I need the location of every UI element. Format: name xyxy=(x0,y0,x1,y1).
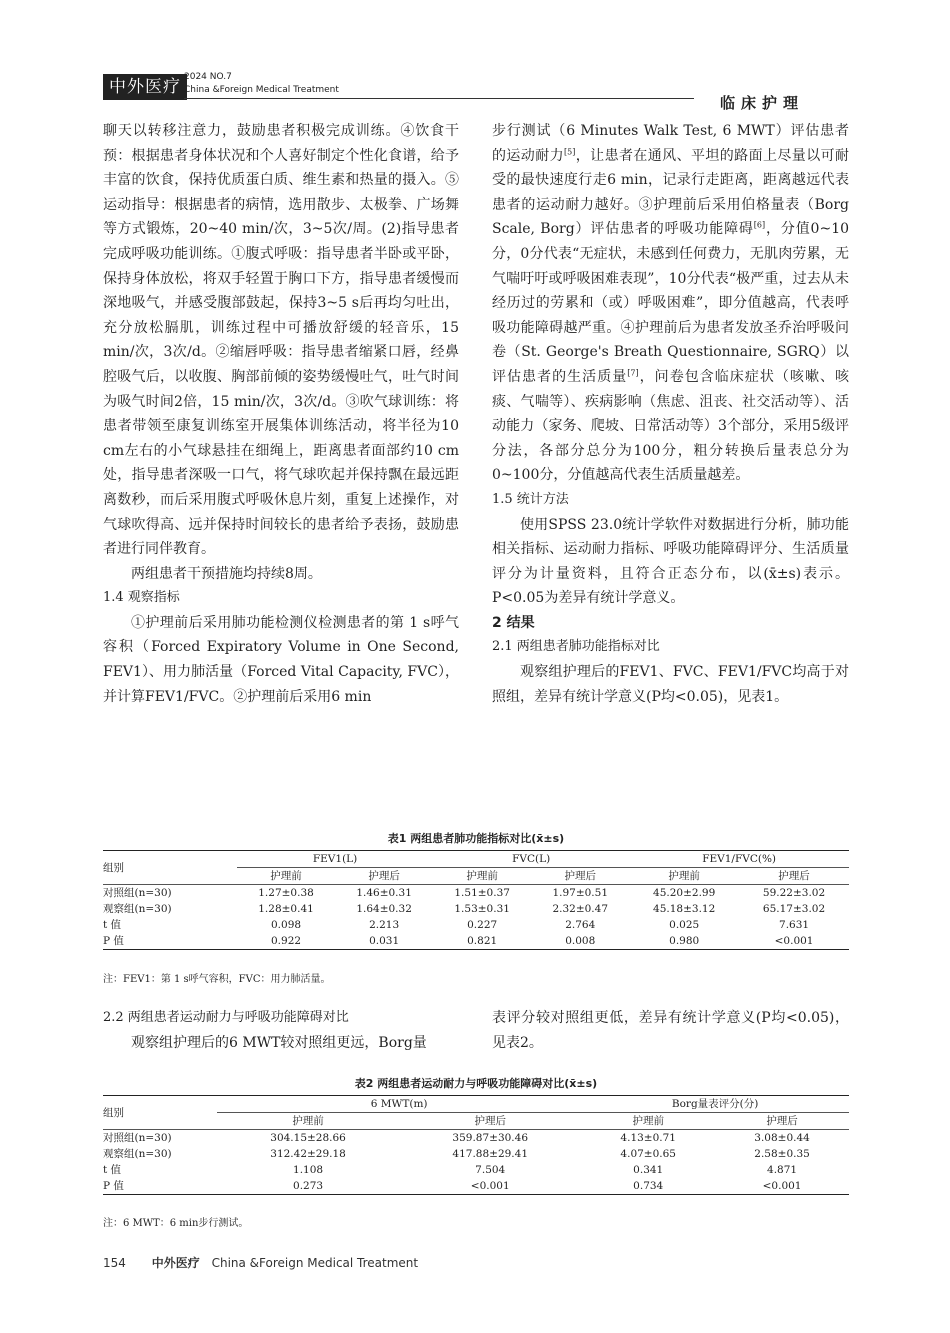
table-cell: 0.008 xyxy=(531,933,629,950)
table-cell: 359.87±30.46 xyxy=(452,1132,529,1144)
text-run: 步行测试（6 Minutes Walk Test, 6 MWT）评估患者的运动耐力 xyxy=(492,123,849,164)
heading-1-4: 1.4 观察指标 xyxy=(103,590,180,606)
table1-sub-header: 护理前 xyxy=(237,868,335,885)
text-run: ，分值0~10分，0分代表“无症状，未感到任何费力，无肌肉劳累，无气喘吁吁或呼吸困难表现”，10分代表“极严重，过去从未经历过的劳累和（或）呼吸困难”，即分值越高，代表呼吸功能障碍越严重。④护理前后为患者发放圣乔治呼吸问卷（St. George's Breath Questionnaire, SGRQ）以评估患者的生活质量 xyxy=(492,221,850,385)
issue-number: 2024 NO.7 xyxy=(184,72,232,82)
heading-2-1: 2.1 两组患者肺功能指标对比 xyxy=(492,639,660,655)
table-cell: 304.15±28.66 xyxy=(270,1132,346,1144)
paragraph-results-2-1: 观察组护理后的FEV1、FVC、FEV1/FVC均高于对照组，差异有统计学意义(P均<0.05)，见表1。 xyxy=(492,664,849,705)
journal-logo: 中外医疗 xyxy=(103,74,187,100)
table-cell: 45.20±2.99 xyxy=(653,887,716,899)
row-label: t 值 xyxy=(103,1164,122,1176)
left-column-bottom xyxy=(103,1006,459,1055)
row-label: t 值 xyxy=(103,919,122,931)
footer-journal-en: China &Foreign Medical Treatment xyxy=(211,1256,419,1270)
table2-col-borg: Borg量表评分(分) xyxy=(581,1096,849,1113)
table-cell: 0.098 xyxy=(271,919,302,931)
table-cell: 0.341 xyxy=(633,1164,664,1176)
table2 xyxy=(103,1095,849,1195)
table-row xyxy=(103,1162,849,1178)
paragraph-statistics: 使用SPSS 23.0统计学软件对数据进行分析，肺功能相关指标、运动耐力指标、呼吸功能障碍评分、生活质量评分为计量资料，且符合正态分布，以(x̄±s)表示。P<0.05为差异有统计学意义。 xyxy=(492,516,849,607)
table-cell: 1.46±0.31 xyxy=(356,887,412,899)
table2-sub-header: 护理后 xyxy=(715,1113,849,1130)
table1-col-fev1: FEV1(L) xyxy=(237,851,433,868)
table-cell: 2.32±0.47 xyxy=(552,903,608,915)
row-label: P 值 xyxy=(103,933,237,950)
table1-group-header: 组别 xyxy=(103,851,237,885)
table-cell: 2.764 xyxy=(565,919,596,931)
table-cell: 7.631 xyxy=(779,919,810,931)
right-column-bottom xyxy=(492,1006,849,1055)
table-cell: 65.17±3.02 xyxy=(762,903,826,915)
paragraph-results-2-2: 观察组护理后的6 MWT较对照组更远，Borg量 xyxy=(131,1034,427,1051)
table1 xyxy=(103,850,849,950)
paragraph-intervention: 聊天以转移注意力，鼓励患者积极完成训练。④饮食干预：根据患者身体状况和个人喜好制定个性化食谱，给予丰富的饮食，保持优质蛋白质、维生素和热量的摄入。⑤运动指导：根据患者的病情，选用散步、太极拳、广场舞等方式锻炼，20~40 min/次，3~5次/周。(2)指导患者完成呼吸功能训练。①腹式呼吸：指导患者半卧或平卧，保持身体放松，将双手轻置于胸口下方，指导患者缓慢而深地吸气，并感受腹部鼓起，保持3~5 s后再均匀吐出，充分放松膈肌，训练过程中可播放舒缓的轻音乐，15 min/次，3次/d。②缩唇呼吸：指导患者缩紧口唇，经鼻腔吸气后，以收腹、胸部前倾的姿势缓慢吐气，吐气时间为吸气时间2倍，15 min/次，3次/d。③吹气球训练：将患者带领至康复训练室开展集体训练活动，将半径为10 cm左右的小气球悬挂在细绳上，距离患者面部约10 cm处，指导患者深吸一口气，将气球吹起并保持飘在最远距离数秒，而后采用腹式呼吸休息片刻，重复上述操作，对气球吹得高、远并保持时间较长的患者给予表扬，鼓励患者进行同伴教育。 xyxy=(103,123,459,558)
table-row xyxy=(103,901,849,917)
table-cell: 1.27±0.38 xyxy=(258,887,314,899)
table2-caption: 表2 两组患者运动耐力与呼吸功能障碍对比(x̄±s) xyxy=(354,1077,598,1090)
table2-col-6mwt: 6 MWT(m) xyxy=(217,1096,581,1113)
table-cell: 0.227 xyxy=(467,919,498,931)
table-cell: 7.504 xyxy=(475,1164,506,1176)
table-cell: <0.001 xyxy=(399,1178,581,1195)
table-cell: 4.13±0.71 xyxy=(620,1132,676,1144)
table-cell: <0.001 xyxy=(739,933,849,950)
paragraph-results-2-2-cont: 表评分较对照组更低，差异有统计学意义(P均<0.05)，见表2。 xyxy=(492,1010,849,1051)
table-cell: 1.97±0.51 xyxy=(552,887,608,899)
table-cell: 312.42±29.18 xyxy=(270,1148,346,1160)
table-cell: 4.07±0.65 xyxy=(620,1148,676,1160)
table-row xyxy=(103,933,849,950)
table-row xyxy=(103,1146,849,1162)
table-cell: 45.18±3.12 xyxy=(653,903,716,915)
table-cell: 0.273 xyxy=(217,1178,399,1195)
table1-sub-header: 护理后 xyxy=(335,868,433,885)
table1-note: 注：FEV1：第 1 s呼气容积，FVC：用力肺活量。 xyxy=(103,974,331,985)
table-cell: 1.64±0.32 xyxy=(356,903,412,915)
paragraph-duration: 两组患者干预措施均持续8周。 xyxy=(131,565,322,582)
heading-2-2: 2.2 两组患者运动耐力与呼吸功能障碍对比 xyxy=(103,1010,349,1025)
table2-sub-header: 护理后 xyxy=(399,1113,581,1130)
table1-sub-header: 护理前 xyxy=(433,868,531,885)
row-label: 对照组(n=30) xyxy=(103,1132,172,1144)
table-cell: 59.22±3.02 xyxy=(762,887,826,899)
table1-sub-header: 护理前 xyxy=(629,868,739,885)
heading-1-5: 1.5 统计方法 xyxy=(492,491,569,507)
table-cell: 1.51±0.37 xyxy=(454,887,510,899)
table1-caption: 表1 两组患者肺功能指标对比(x̄±s) xyxy=(387,832,565,845)
text-run: ，让患者在通风、平坦的路面上尽量以可耐受的最快速度行走6 min，记录行走距离，距离越远代表患者的运动耐力越好。③护理前后采用伯格量表（Borg Scale, Borg）评估患者的呼吸功能障碍 xyxy=(492,147,850,238)
journal-title-en: China &Foreign Medical Treatment xyxy=(184,85,339,95)
heading-2: 2 结果 xyxy=(492,614,535,631)
row-label: 观察组(n=30) xyxy=(103,1148,172,1160)
table-cell: 0.031 xyxy=(335,933,433,950)
table-row xyxy=(103,1178,849,1195)
right-column xyxy=(492,119,849,709)
table-cell: 417.88±29.41 xyxy=(452,1148,529,1160)
section-label: 临床护理 xyxy=(720,94,805,112)
left-column xyxy=(103,119,459,709)
table-cell: 1.53±0.31 xyxy=(454,903,510,915)
page-footer xyxy=(103,1254,418,1271)
table-cell: 2.58±0.35 xyxy=(754,1148,810,1160)
row-label: 对照组(n=30) xyxy=(103,887,172,899)
table-cell: 1.108 xyxy=(293,1164,324,1176)
reference-6[interactable]: [6] xyxy=(753,220,766,230)
table-cell: 4.871 xyxy=(767,1164,798,1176)
footer-journal-cn: 中外医疗 xyxy=(151,1256,200,1270)
paragraph-indicators-cont xyxy=(492,119,849,488)
table2-sub-header: 护理前 xyxy=(581,1113,715,1130)
paragraph-indicators: ①护理前后采用肺功能检测仪检测患者的第 1 s呼气容积（Forced Expiratory Volume in One Second, FEV1）、用力肺活量（Forced Vital Capacity, FVC），并计算FEV1/FVC。②护理前后采用6 min xyxy=(103,614,459,705)
table-cell: 0.821 xyxy=(433,933,531,950)
page-number: 154 xyxy=(103,1256,126,1270)
table-cell: 3.08±0.44 xyxy=(754,1132,810,1144)
table2-note: 注：6 MWT：6 min步行测试。 xyxy=(103,1218,249,1229)
table1-sub-header: 护理后 xyxy=(739,868,849,885)
table-cell: 2.213 xyxy=(369,919,400,931)
reference-7[interactable]: [7] xyxy=(627,368,639,378)
table2-group-header: 组别 xyxy=(103,1096,217,1130)
table1-col-fvc: FVC(L) xyxy=(433,851,629,868)
header-rule xyxy=(184,98,694,99)
table-cell: <0.001 xyxy=(715,1178,849,1195)
table-cell: 0.980 xyxy=(629,933,739,950)
table1-sub-header: 护理后 xyxy=(531,868,629,885)
table-cell: 0.734 xyxy=(581,1178,715,1195)
row-label: P 值 xyxy=(103,1178,217,1195)
reference-5[interactable]: [5] xyxy=(564,146,576,156)
table1-col-ratio: FEV1/FVC(%) xyxy=(629,851,849,868)
table-cell: 1.28±0.41 xyxy=(258,903,314,915)
table-row xyxy=(103,1130,849,1147)
table-cell: 0.922 xyxy=(237,933,335,950)
table-cell: 0.025 xyxy=(669,919,700,931)
table-row xyxy=(103,885,849,902)
text-run: ，问卷包含临床症状（咳嗽、咳痰、气喘等）、疾病影响（焦虑、沮丧、社交活动等）、活动能力（家务、爬坡、日常活动等）3个部分，采用5级评分法，各部分总分为100分，粗分转换后量表总分为0~100分，分值越高代表生活质量越差。 xyxy=(492,368,850,484)
table2-sub-header: 护理前 xyxy=(217,1113,399,1130)
row-label: 观察组(n=30) xyxy=(103,903,172,915)
table-row xyxy=(103,917,849,933)
